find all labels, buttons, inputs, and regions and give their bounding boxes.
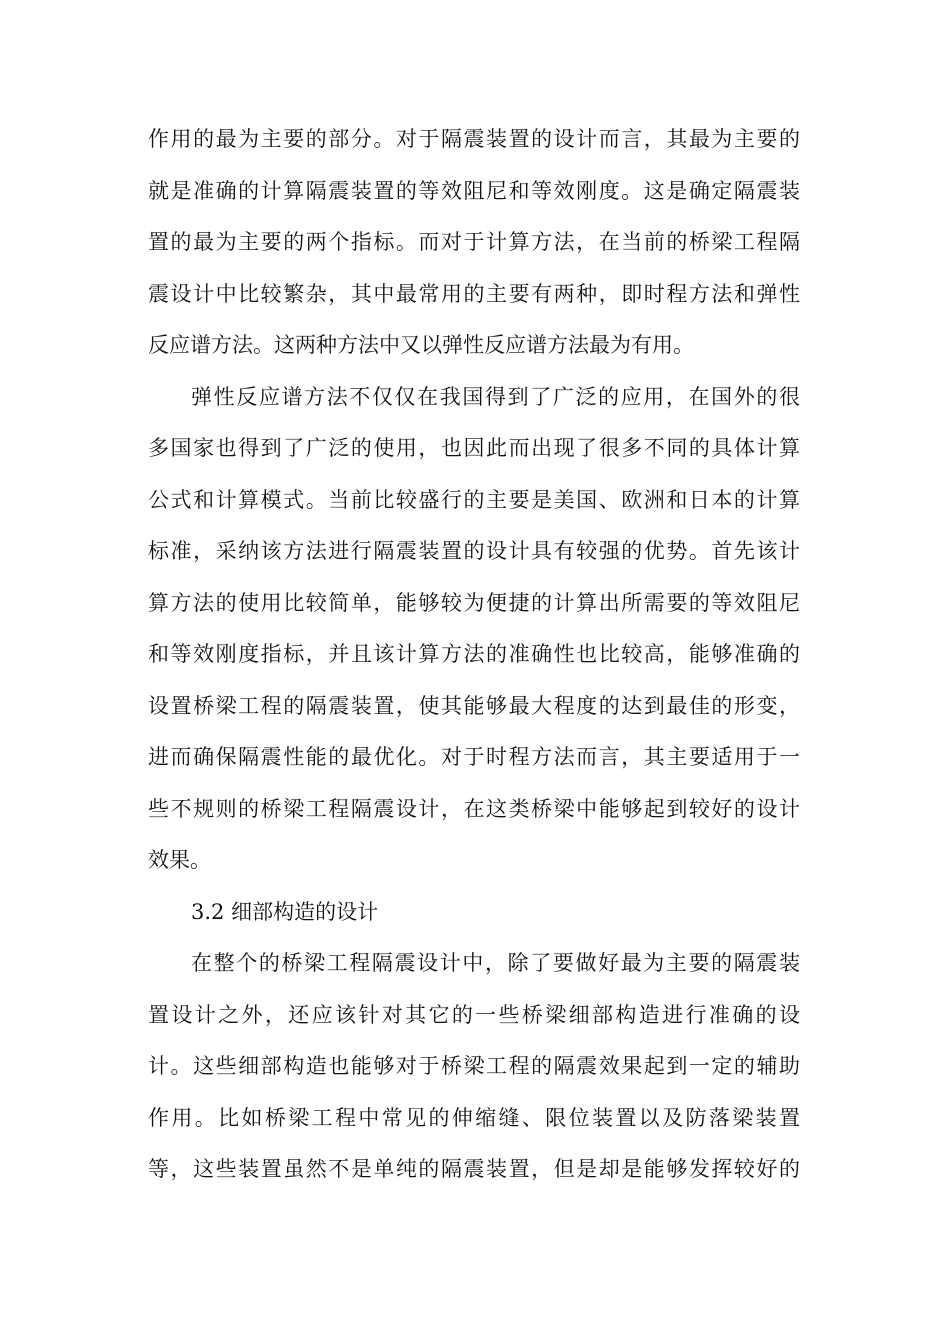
text-line: 作用的最为主要的部分。对于隔震装置的设计而言，其最为主要的 [148,127,800,151]
text-line: 就是准确的计算隔震装置的等效阻尼和等效刚度。这是确定隔震装 [148,178,800,203]
text-line: 算方法的使用比较简单，能够较为便捷的计算出所需要的等效阻尼 [148,590,800,615]
text-line: 弹性反应谱方法不仅仅在我国得到了广泛的应用，在国外的很 [191,384,800,409]
text-line: 标准，采纳该方法进行隔震装置的设计具有较强的优势。首先该计 [148,539,800,563]
section-heading [148,887,800,939]
text-line: 和等效刚度指标，并且该计算方法的准确性也比较高，能够准确的 [148,642,800,666]
text-line: 多国家也得到了广泛的使用，也因此而出现了很多不同的具体计算 [148,436,800,460]
text-line: 在整个的桥梁工程隔震设计中，除了要做好最为主要的隔震装 [191,951,800,975]
text-line: 计。这些细部构造也能够对于桥梁工程的隔震效果起到一定的辅助 [148,1054,800,1078]
text-line: 反应谱方法。这两种方法中又以弹性反应谱方法最为有用。 [148,333,694,357]
document-body [148,114,800,1196]
paragraph-detail-structure-design [148,938,800,1196]
text-line: 设置桥梁工程的隔震装置，使其能够最大程度的达到最佳的形变， [148,693,800,718]
text-line: 进而确保隔震性能的最优化。对于时程方法而言，其主要适用于一 [148,745,800,769]
text-line: 置设计之外，还应该针对其它的一些桥梁细部构造进行准确的设 [148,1002,800,1027]
paragraph-response-spectrum-method [148,372,800,887]
text-line: 效果。 [148,848,211,872]
text-line: 等，这些装置虽然不是单纯的隔震装置，但是却是能够发挥较好的 [148,1157,800,1181]
text-line: 公式和计算模式。当前比较盛行的主要是美国、欧洲和日本的计算 [148,487,800,512]
text-line: 些不规则的桥梁工程隔震设计，在这类桥梁中能够起到较好的设计 [148,796,800,821]
section-heading-text: 3.2 细部构造的设计 [191,899,379,924]
text-line: 置的最为主要的两个指标。而对于计算方法，在当前的桥梁工程隔 [148,230,800,254]
text-line: 震设计中比较繁杂，其中最常用的主要有两种，即时程方法和弹性 [148,281,800,306]
paragraph-isolation-device-design [148,114,800,372]
text-line: 作用。比如桥梁工程中常见的伸缩缝、限位装置以及防落梁装置 [148,1105,800,1130]
